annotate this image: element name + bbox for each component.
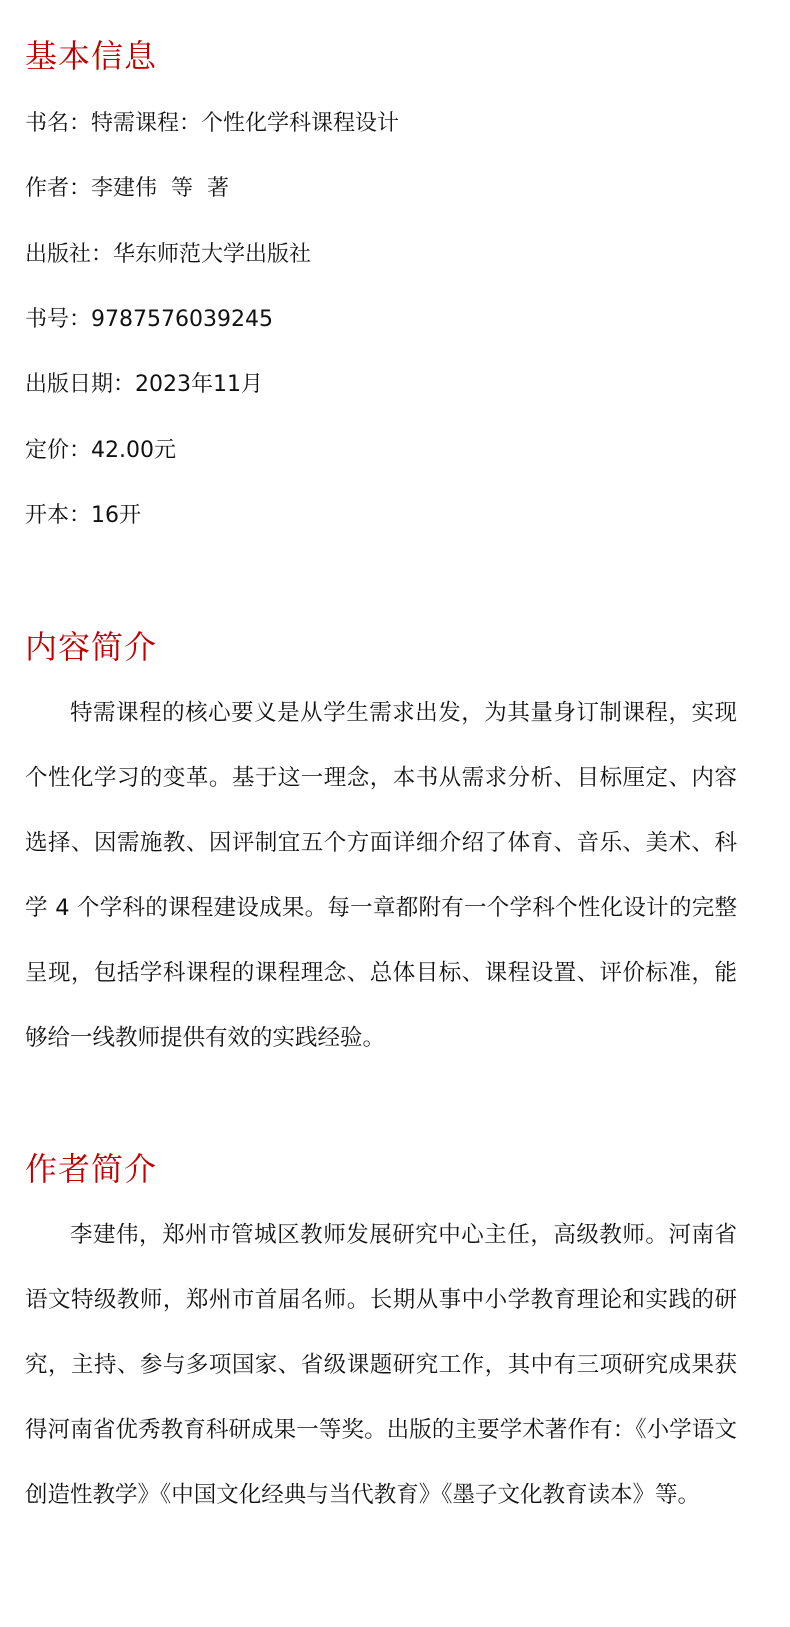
author-intro-paragraph: 李建伟，郑州市管城区教师发展研究中心主任，高级教师。河南省语文特级教师，郑州市首届名师。长期从事中小学教育理论和实践的研究，主持、参与多项国家、省级课题研究工作，其中有三项研究成果获得河南省优秀教育科研成果一等奖。出版的主要学术著作有：《小学语文创造性教学》《中国文化经典与当代教育》《墨子文化教育读本》等。 bbox=[25, 1222, 737, 1508]
info-row-price: 定价：42.00元 bbox=[25, 438, 176, 463]
content-intro-heading: 内容简介 bbox=[25, 628, 158, 666]
info-row-author: 作者：李建伟 等 著 bbox=[25, 176, 229, 201]
info-row-title: 书名：特需课程：个性化学科课程设计 bbox=[25, 111, 400, 136]
content-intro-paragraph: 特需课程的核心要义是从学生需求出发，为其量身订制课程，实现个性化学习的变革。基于这一理念，本书从需求分析、目标厘定、内容选择、因需施教、因评制宜五个方面详细介绍了体育、音乐、美术、科学 4 个学科的课程建设成果。每一章都附有一个学科个性化设计的完整呈现，包括学科课程的课程理念、总体目标、课程设置、评价标准，能够给一线教师提供有效的实践经验。 bbox=[25, 700, 737, 1051]
info-row-isbn: 书号：9787576039245 bbox=[25, 307, 273, 332]
info-row-pub-date: 出版日期：2023年11月 bbox=[25, 372, 263, 397]
basic-info-heading: 基本信息 bbox=[25, 37, 158, 75]
info-row-format: 开本：16开 bbox=[25, 503, 141, 528]
author-intro-heading: 作者简介 bbox=[25, 1150, 158, 1188]
info-row-publisher: 出版社：华东师范大学出版社 bbox=[25, 242, 312, 267]
